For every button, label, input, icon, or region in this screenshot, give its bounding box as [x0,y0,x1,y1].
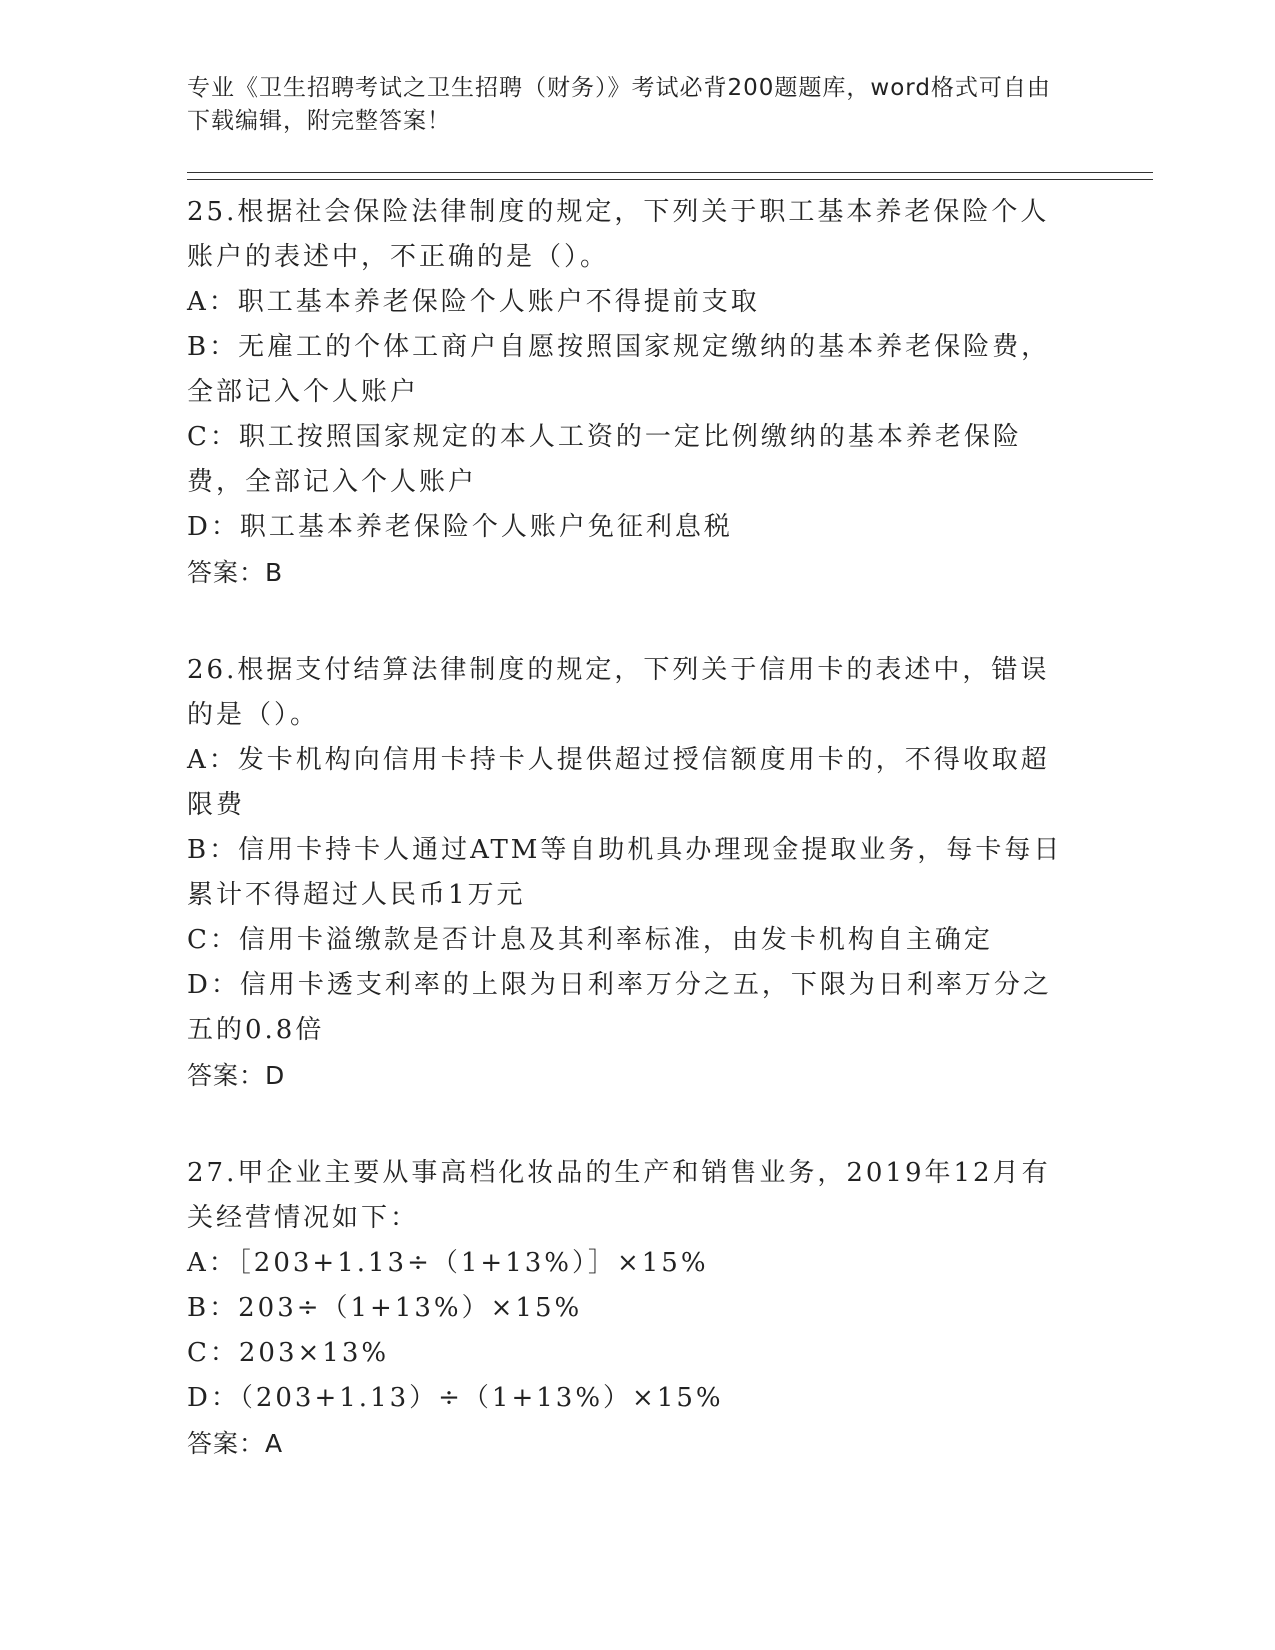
option-d: D：职工基本养老保险个人账户免征利息税 [187,512,733,542]
question-stem: 26.根据支付结算法律制度的规定，下列关于信用卡的表述中，错误的是（）。 [187,655,1050,730]
question-27 [187,1151,1077,1467]
answer-line: 答案：D [187,1061,286,1090]
answer-line: 答案：A [187,1429,284,1458]
option-c: C：职工按照国家规定的本人工资的一定比例缴纳的基本养老保险费，全部记入个人账户 [187,422,1022,497]
option-d: D：（203+1.13）÷（1+13%）×15% [187,1383,724,1413]
option-b: B：203÷（1+13%）×15% [187,1293,583,1323]
question-25 [187,190,1077,596]
option-c: C：203×13% [187,1338,390,1368]
option-a: A：职工基本养老保险个人账户不得提前支取 [187,287,760,317]
header-divider-top [187,172,1153,173]
option-a: A：［203+1.13÷（1+13%）］×15% [187,1248,709,1278]
option-c: C：信用卡溢缴款是否计息及其利率标准，由发卡机构自主确定 [187,925,993,955]
question-list [187,190,1077,1519]
document-header: 专业《卫生招聘考试之卫生招聘（财务）》考试必背200题题库，word格式可自由下载编辑，附完整答案！ [187,75,1051,134]
question-26 [187,648,1077,1099]
answer-line: 答案：B [187,558,284,587]
question-stem: 27.甲企业主要从事高档化妆品的生产和销售业务，2019年12月有关经营情况如下： [187,1158,1051,1233]
option-a: A：发卡机构向信用卡持卡人提供超过授信额度用卡的，不得收取超限费 [187,745,1050,820]
question-stem: 25.根据社会保险法律制度的规定，下列关于职工基本养老保险个人账户的表述中，不正确的是（）。 [187,197,1050,272]
header-divider-bottom [187,179,1153,180]
option-b: B：无雇工的个体工商户自愿按照国家规定缴纳的基本养老保险费，全部记入个人账户 [187,332,1051,407]
option-d: D：信用卡透支利率的上限为日利率万分之五，下限为日利率万分之五的0.8倍 [187,970,1052,1045]
option-b: B：信用卡持卡人通过ATM等自助机具办理现金提取业务，每卡每日累计不得超过人民币1万元 [187,835,1063,910]
